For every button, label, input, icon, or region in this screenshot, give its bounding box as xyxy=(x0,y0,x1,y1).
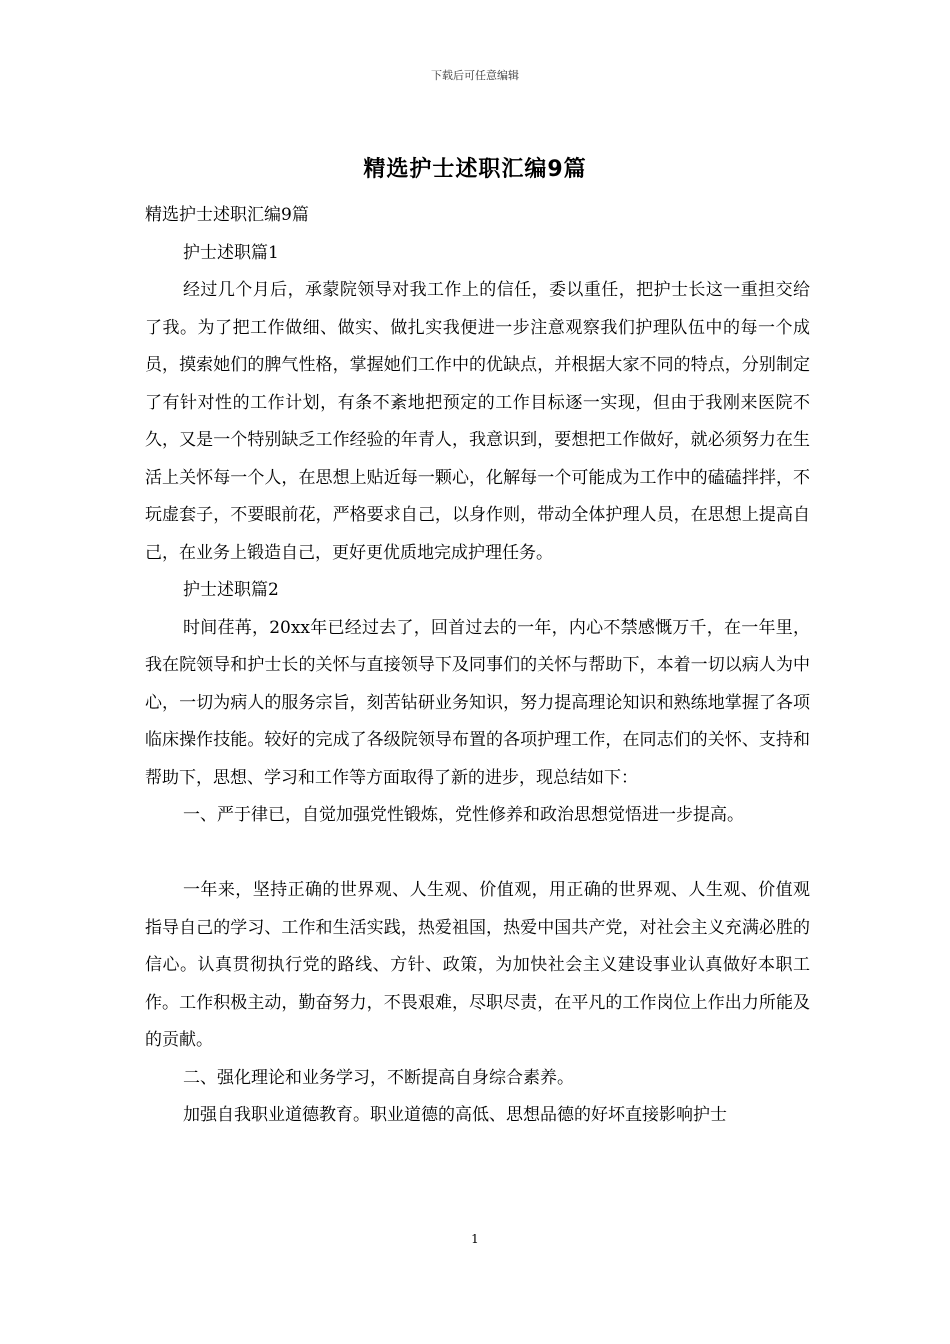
section-heading-2: 护士述职篇2 xyxy=(183,580,279,600)
paragraph: 时间荏苒，20xx年已经过去了，回首过去的一年，内心不禁感慨万千，在一年里，我在院领导和护士长的关怀与直接领导下及同事们的关怀与帮助下，本着一切以病人为中心，一切为病人的服务宗旨，刻苦钻研业务知识，努力提高理论知识和熟练地掌握了各项临床操作技能。较好的完成了各级院领导布置的各项护理工作，在同志们的关怀、支持和帮助下，思想、学习和工作等方面取得了新的进步，现总结如下： xyxy=(145,617,810,788)
document-subtitle: 精选护士述职汇编9篇 xyxy=(145,205,309,225)
page-header-note: 下载后可任意编辑 xyxy=(431,69,519,82)
paragraph: 经过几个月后，承蒙院领导对我工作上的信任，委以重任，把护士长这一重担交给了我。为了把工作做细、做实、做扎实我便进一步注意观察我们护理队伍中的每一个成员，摸索她们的脾气性格，掌握她们工作中的优缺点，并根据大家不同的特点，分别制定了有针对性的工作计划，有条不紊地把预定的工作目标逐一实现，但由于我刚来医院不久，又是一个特别缺乏工作经验的年青人，我意识到，要想把工作做好，就必须努力在生活上关怀每一个人，在思想上贴近每一颗心，化解每一个可能成为工作中的磕磕拌拌，不玩虚套子，不要眼前花，严格要求自己，以身作则，带动全体护理人员，在思想上提高自己，在业务上锻造自己，更好更优质地完成护理任务。 xyxy=(145,280,810,563)
page-number: 1 xyxy=(471,1232,479,1246)
paragraph: 加强自我职业道德教育。职业道德的高低、思想品德的好坏直接影响护士 xyxy=(183,1105,727,1125)
document-body xyxy=(145,197,810,1135)
paragraph: 一年来，坚持正确的世界观、人生观、价值观，用正确的世界观、人生观、价值观指导自己的学习、工作和生活实践，热爱祖国，热爱中国共产党，对社会主义充满必胜的信心。认真贯彻执行党的路线、方针、政策，为加快社会主义建设事业认真做好本职工作。工作积极主动，勤奋努力，不畏艰难，尽职尽责，在平凡的工作岗位上作出力所能及的贡献。 xyxy=(145,880,810,1050)
subheading: 二、强化理论和业务学习，不断提高自身综合素养。 xyxy=(183,1067,574,1088)
document-title: 精选护士述职汇编9篇 xyxy=(363,157,587,182)
section-heading-1: 护士述职篇1 xyxy=(183,242,279,263)
blank-line xyxy=(145,835,810,873)
subheading: 一、严于律已，自觉加强党性锻炼，党性修养和政治思想觉悟进一步提高。 xyxy=(183,805,744,825)
